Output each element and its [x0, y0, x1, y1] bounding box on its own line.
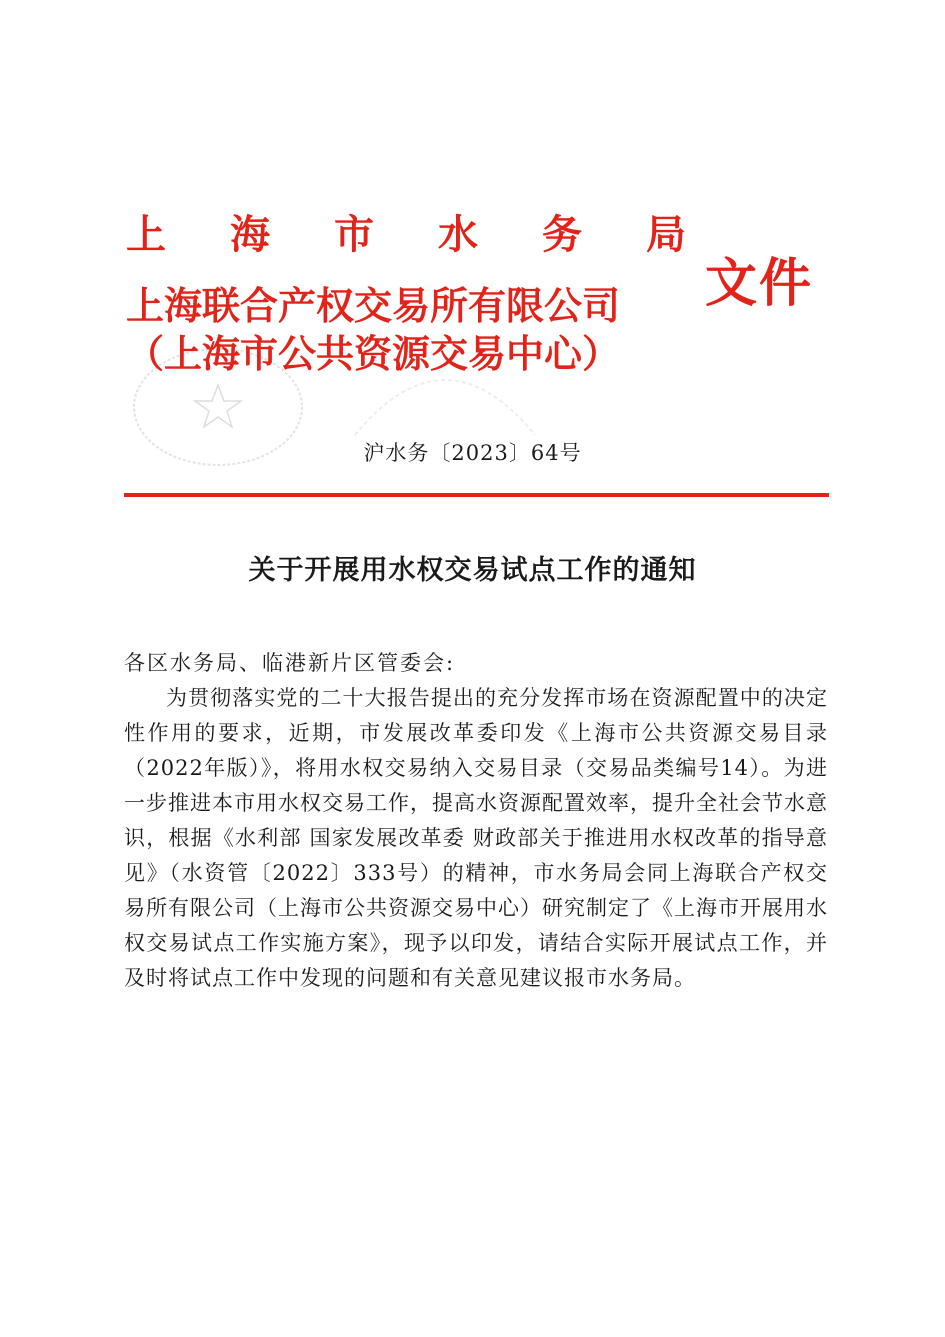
addressee: 各区水务局、临港新片区管委会: [124, 651, 456, 675]
issuer-char: 海 [230, 211, 270, 258]
doc-type-label: 文件 [705, 253, 814, 314]
document-number: 沪水务〔2023〕64号 [363, 441, 582, 465]
red-separator-line [124, 493, 829, 497]
issuer-char: 水 [438, 211, 478, 258]
issuer-char: 市 [334, 211, 374, 258]
issuer-line-3: （上海市公共资源交易中心） [126, 331, 621, 376]
body-paragraph: 为贯彻落实党的二十大报告提出的充分发挥市场在资源配置中的决定性作用的要求，近期，市发展改革委印发《上海市公共资源交易目录（2022年版）》，将用水权交易纳入交易目录（交易品类编号14）。为进一步推进本市用水权交易工作，提高水资源配置效率，提升全社会节水意识，根据《水利部 国家发展改革委 财政部关于推进用水权改革的指导意见》（水资管〔2022〕333号）的精神，市水务局会同上海联合产权交易所有限公司（上海市公共资源交易中心）研究制定了《上海市开展用水权交易试点工作实施方案》，现予以印发，请结合实际开展试点工作，并及时将试点工作中发现的问题和有关意见建议报市水务局。 [124, 686, 828, 990]
issuer-char: 上 [126, 211, 166, 258]
issuer-char: 局 [646, 211, 686, 258]
issuer-line-1 [126, 211, 686, 261]
issuer-char: 务 [542, 211, 582, 258]
issuer-line-2: 上海联合产权交易所有限公司 [126, 283, 621, 328]
document-title: 关于开展用水权交易试点工作的通知 [248, 555, 697, 586]
